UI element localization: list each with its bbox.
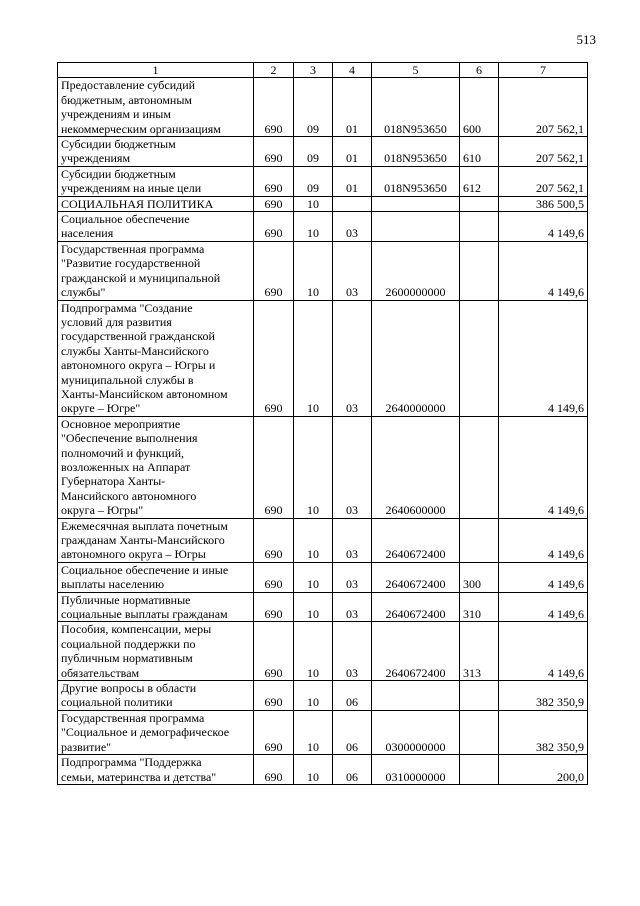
section-code-cell: 10 [294, 196, 333, 211]
expense-type-cell: 310 [460, 592, 499, 622]
section-code-cell: 10 [294, 710, 333, 754]
row-name-line: "Развитие государственной [61, 256, 201, 271]
table-row [58, 212, 588, 242]
section-code-cell: 10 [294, 681, 333, 711]
row-name-cell [58, 300, 254, 416]
target-article-cell: 018N953650 [372, 78, 460, 137]
column-header: 3 [294, 63, 333, 78]
page-number: 513 [576, 32, 596, 47]
admin-code-cell: 690 [254, 166, 294, 196]
row-name-line: "Обеспечение выполнения [61, 431, 198, 446]
subsection-code-cell: 01 [333, 78, 372, 137]
row-name-cell [58, 622, 254, 681]
admin-code-cell: 690 [254, 518, 294, 562]
subsection-code-cell: 03 [333, 622, 372, 681]
table-row [58, 518, 588, 562]
section-code-cell: 10 [294, 562, 333, 592]
section-code-cell: 10 [294, 518, 333, 562]
target-article-cell: 2640672400 [372, 592, 460, 622]
row-name-line: Основное мероприятие [61, 416, 181, 431]
row-name-line: округа – Югры" [61, 503, 144, 518]
table-row [58, 592, 588, 622]
target-article-cell: 2640672400 [372, 622, 460, 681]
amount-cell: 4 149,6 [499, 212, 588, 242]
amount-cell: 207 562,1 [499, 166, 588, 196]
row-name-line: социальной политики [61, 695, 173, 710]
target-article-cell: 2640000000 [372, 300, 460, 416]
row-name-line: муниципальной службы в [61, 372, 194, 387]
target-article-cell: 2640672400 [372, 518, 460, 562]
subsection-code-cell: 03 [333, 300, 372, 416]
row-name-line: населения [61, 226, 114, 241]
admin-code-cell: 690 [254, 710, 294, 754]
admin-code-cell: 690 [254, 755, 294, 785]
table-row [58, 622, 588, 681]
subsection-code-cell: 03 [333, 592, 372, 622]
admin-code-cell: 690 [254, 78, 294, 137]
subsection-code-cell: 03 [333, 416, 372, 518]
row-name-line: Социальное обеспечение и иные [61, 562, 229, 577]
admin-code-cell: 690 [254, 196, 294, 211]
subsection-code-cell [333, 196, 372, 211]
row-name-line: условий для развития [61, 314, 172, 329]
row-name-line: Подпрограмма "Поддержка [61, 755, 202, 770]
subsection-code-cell: 06 [333, 681, 372, 711]
amount-cell: 382 350,9 [499, 681, 588, 711]
amount-cell: 4 149,6 [499, 300, 588, 416]
row-name-line: Государственная программа [61, 241, 205, 256]
column-header: 4 [333, 63, 372, 78]
target-article-cell [372, 196, 460, 211]
row-name-line: гражданам Ханты-Мансийского [61, 533, 225, 547]
expense-type-cell [460, 416, 499, 518]
row-name-cell [58, 592, 254, 622]
row-name-line: государственной гражданской [61, 329, 215, 344]
admin-code-cell: 690 [254, 562, 294, 592]
row-name-line: службы" [61, 285, 106, 300]
table-row [58, 681, 588, 711]
target-article-cell: 018N953650 [372, 137, 460, 167]
amount-cell: 4 149,6 [499, 562, 588, 592]
row-name-line: учреждениям [61, 151, 131, 166]
row-name-line: Социальное обеспечение [61, 212, 190, 227]
row-name-line: службы Ханты-Мансийского [61, 343, 209, 358]
row-name-line: автономного округа – Югры и [61, 358, 216, 373]
row-name-line: возложенных на Аппарат [61, 459, 191, 474]
subsection-code-cell: 03 [333, 241, 372, 300]
admin-code-cell: 690 [254, 241, 294, 300]
table-row [58, 78, 588, 137]
amount-cell: 4 149,6 [499, 241, 588, 300]
row-name-cell [58, 166, 254, 196]
section-code-cell: 10 [294, 300, 333, 416]
subsection-code-cell: 03 [333, 212, 372, 242]
row-name-line: развитие" [61, 739, 112, 754]
target-article-cell: 2600000000 [372, 241, 460, 300]
row-name-line: "Социальное и демографическое [61, 725, 230, 740]
table-row [58, 241, 588, 300]
section-code-cell: 10 [294, 416, 333, 518]
row-name-line: Пособия, компенсации, меры [61, 622, 212, 637]
admin-code-cell: 690 [254, 622, 294, 681]
row-name-line: бюджетным, автономным [61, 92, 192, 107]
subsection-code-cell: 06 [333, 755, 372, 785]
admin-code-cell: 690 [254, 592, 294, 622]
column-header: 1 [58, 63, 254, 78]
row-name-cell [58, 78, 254, 137]
row-name-line: округе – Югре" [61, 401, 141, 416]
row-name-line: обязательствам [61, 665, 140, 680]
row-name-line: Государственная программа [61, 710, 205, 725]
row-name-line: СОЦИАЛЬНАЯ ПОЛИТИКА [61, 196, 214, 211]
row-name-line: социальные выплаты гражданам [61, 607, 228, 622]
target-article-cell: 2640672400 [372, 562, 460, 592]
subsection-code-cell: 01 [333, 137, 372, 167]
row-name-line: Губернатора Ханты- [61, 474, 166, 489]
admin-code-cell: 690 [254, 416, 294, 518]
row-name-line: Субсидии бюджетным [61, 166, 176, 181]
row-name-line: Другие вопросы в области [61, 681, 197, 696]
expense-type-cell [460, 710, 499, 754]
amount-cell: 200,0 [499, 755, 588, 785]
target-article-cell: 2640600000 [372, 416, 460, 518]
row-name-cell [58, 681, 254, 711]
row-name-line: Предоставление субсидий [61, 78, 196, 93]
budget-table [57, 62, 588, 785]
section-code-cell: 09 [294, 78, 333, 137]
row-name-cell [58, 562, 254, 592]
table-row [58, 166, 588, 196]
subsection-code-cell: 06 [333, 710, 372, 754]
expense-type-cell: 300 [460, 562, 499, 592]
expense-type-cell: 610 [460, 137, 499, 167]
row-name-line: Публичные нормативные [61, 592, 191, 607]
target-article-cell: 0310000000 [372, 755, 460, 785]
table-row [58, 755, 588, 785]
row-name-line: Ханты-Мансийском автономном [61, 386, 228, 401]
expense-type-cell [460, 755, 499, 785]
column-header: 5 [372, 63, 460, 78]
section-code-cell: 10 [294, 592, 333, 622]
table-row [58, 562, 588, 592]
target-article-cell: 0300000000 [372, 710, 460, 754]
expense-type-cell: 313 [460, 622, 499, 681]
table-row [58, 710, 588, 754]
row-name-line: выплаты населению [61, 577, 165, 592]
row-name-line: гражданской и муниципальной [61, 270, 221, 285]
row-name-line: Ежемесячная выплата почетным [61, 518, 228, 533]
target-article-cell [372, 212, 460, 242]
section-code-cell: 10 [294, 212, 333, 242]
expense-type-cell: 612 [460, 166, 499, 196]
section-code-cell: 10 [294, 241, 333, 300]
amount-cell: 386 500,5 [499, 196, 588, 211]
amount-cell: 207 562,1 [499, 78, 588, 137]
section-code-cell: 10 [294, 622, 333, 681]
section-code-cell: 09 [294, 166, 333, 196]
row-name-line: Субсидии бюджетным [61, 137, 176, 152]
row-name-line: публичным нормативным [61, 651, 193, 666]
expense-type-cell [460, 518, 499, 562]
table-body [58, 78, 588, 785]
expense-type-cell [460, 241, 499, 300]
amount-cell: 4 149,6 [499, 416, 588, 518]
table-row [58, 196, 588, 211]
section-code-cell: 09 [294, 137, 333, 167]
table-header-row [58, 63, 588, 78]
subsection-code-cell: 03 [333, 518, 372, 562]
row-name-cell [58, 241, 254, 300]
row-name-cell [58, 196, 254, 211]
table-row [58, 416, 588, 518]
subsection-code-cell: 01 [333, 166, 372, 196]
admin-code-cell: 690 [254, 681, 294, 711]
row-name-line: автономного округа – Югры [61, 547, 206, 562]
column-header: 7 [499, 63, 588, 78]
amount-cell: 207 562,1 [499, 137, 588, 167]
target-article-cell: 018N953650 [372, 166, 460, 196]
column-header: 6 [460, 63, 499, 78]
amount-cell: 4 149,6 [499, 622, 588, 681]
row-name-line: семьи, материнства и детства" [61, 769, 217, 784]
table-row [58, 300, 588, 416]
row-name-cell [58, 212, 254, 242]
column-header: 2 [254, 63, 294, 78]
amount-cell: 382 350,9 [499, 710, 588, 754]
expense-type-cell [460, 196, 499, 211]
expense-type-cell [460, 212, 499, 242]
row-name-line: полномочий и функций, [61, 445, 185, 460]
expense-type-cell [460, 681, 499, 711]
row-name-line: учреждениям и иным [61, 107, 171, 122]
admin-code-cell: 690 [254, 300, 294, 416]
row-name-line: Подпрограмма "Создание [61, 300, 193, 315]
amount-cell: 4 149,6 [499, 518, 588, 562]
subsection-code-cell: 03 [333, 562, 372, 592]
target-article-cell [372, 681, 460, 711]
expense-type-cell [460, 300, 499, 416]
admin-code-cell: 690 [254, 137, 294, 167]
row-name-cell [58, 710, 254, 754]
row-name-cell [58, 137, 254, 167]
row-name-line: Мансийского автономного [61, 488, 197, 503]
row-name-line: некоммерческим организациям [61, 121, 221, 136]
amount-cell: 4 149,6 [499, 592, 588, 622]
admin-code-cell: 690 [254, 212, 294, 242]
row-name-line: социальной поддержки по [61, 636, 196, 651]
row-name-cell [58, 416, 254, 518]
row-name-line: учреждениям на иные цели [61, 181, 202, 196]
row-name-cell [58, 518, 254, 562]
table-row [58, 137, 588, 167]
expense-type-cell: 600 [460, 78, 499, 137]
row-name-cell [58, 755, 254, 785]
section-code-cell: 10 [294, 755, 333, 785]
